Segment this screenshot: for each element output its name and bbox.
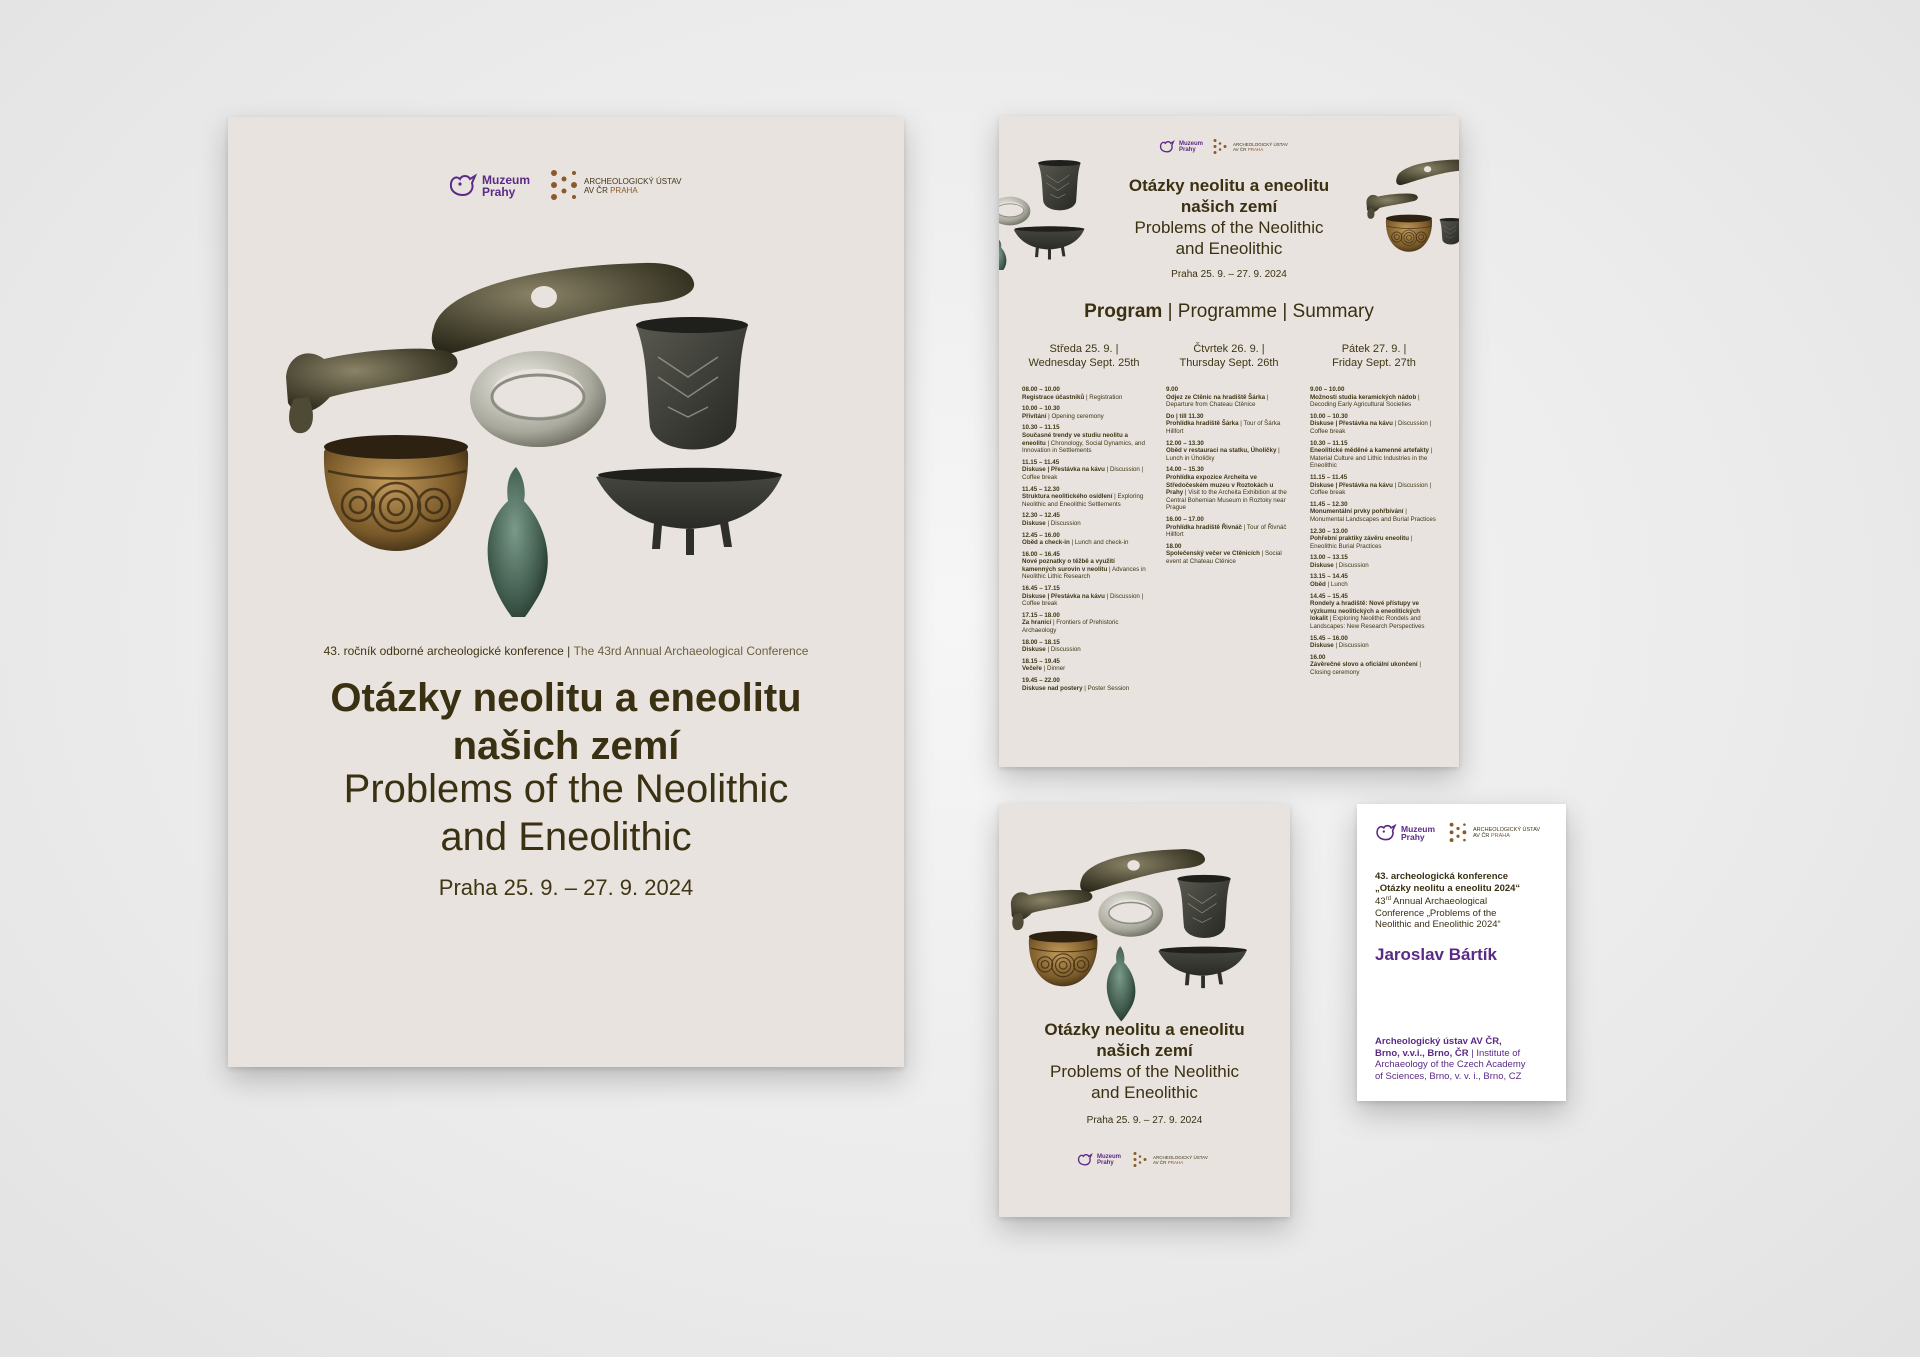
schedule-title-en: | Discussion | Coffee break	[1022, 592, 1144, 608]
schedule-time: 12.45 – 16.00	[1022, 531, 1060, 539]
artifact-footed-dish	[1158, 947, 1247, 989]
schedule-item	[1166, 516, 1292, 539]
muzeum-prahy-logo-icon	[1375, 823, 1397, 843]
schedule-title-en: | Tour of Řivnáč Hillfort	[1166, 523, 1287, 539]
program-logos	[1159, 138, 1288, 156]
day-en: Wednesday Sept. 25th	[1028, 357, 1140, 369]
schedule-time: 10.00 – 10.30	[1022, 405, 1060, 413]
schedule-item	[1022, 424, 1146, 454]
poster-title-en-1: Problems of the Neolithic	[343, 767, 789, 811]
schedule-title-en: | Discussion	[1333, 561, 1369, 569]
schedule-time: 14.00 – 15.30	[1166, 466, 1204, 474]
muzeum-line2: Prahy	[1179, 147, 1196, 153]
schedule-title-en: | Social event at Chateau Ctěnice	[1166, 550, 1282, 565]
schedule-item	[1310, 440, 1436, 470]
flyer-logos	[1077, 1151, 1208, 1169]
schedule-title-en: | Discussion	[1333, 642, 1369, 650]
program-col-thursday	[1166, 386, 1292, 569]
artifact-stone-ring	[1098, 891, 1163, 937]
aus-line1: ARCHEOLOGICKÝ ÚSTAV	[1233, 141, 1288, 147]
schedule-item	[1310, 528, 1436, 551]
schedule-title-en: | Chronology, Social Dynamics, and Innovation in Settlements	[1022, 439, 1145, 455]
schedule-title-cz: Oběd	[1310, 581, 1326, 589]
schedule-item	[1022, 551, 1146, 581]
schedule-time: 11.45 – 12.30	[1022, 485, 1060, 493]
schedule-item	[1022, 459, 1146, 482]
schedule-item	[1310, 413, 1436, 436]
flyer-artifacts	[1007, 842, 1283, 1022]
schedule-title-en: | Exploring Neolithic Rondels and Landscapes: New Research Perspectives	[1310, 615, 1425, 631]
schedule-item	[1166, 386, 1292, 409]
schedule-time: 11.15 – 11.45	[1022, 458, 1060, 466]
program-day-3	[1309, 342, 1439, 370]
schedule-title-en: | Discussion	[1045, 646, 1081, 654]
schedule-title-cz: Odjez ze Ctěnic na hradiště Šárka	[1166, 393, 1266, 401]
poster-title-cz	[228, 674, 904, 770]
program-title-en-1: Problems of the Neolithic	[1134, 218, 1324, 237]
schedule-title-en: | Decoding Early Agricultural Societies	[1310, 393, 1420, 409]
muzeum-line2: Prahy	[1097, 1160, 1114, 1166]
schedule-time: 10.30 – 11.15	[1310, 439, 1348, 447]
archeologicky-ustav-logo	[550, 169, 682, 203]
aus-line2: AV ČR	[1473, 833, 1490, 839]
schedule-item	[1310, 554, 1436, 569]
badge-inst-3: Archaeology of the Czech Academy	[1375, 1059, 1526, 1070]
aus-line2b: PRAHA	[1247, 147, 1264, 152]
aus-line2: AV ČR	[1153, 1160, 1167, 1165]
schedule-item	[1310, 593, 1436, 631]
schedule-time: 16.00 – 17.00	[1166, 515, 1204, 523]
archeologicky-ustav-logo-icon	[1449, 822, 1467, 844]
schedule-item	[1166, 413, 1292, 436]
artifact-decorated-beaker	[636, 317, 748, 450]
schedule-title-en: | Departure from Chateau Ctěnice	[1166, 393, 1269, 409]
badge-conf-en-3: Neolithic and Eneolithic 2024“	[1375, 919, 1501, 931]
schedule-title-en: | Advances in Neolithic Lithic Research	[1022, 565, 1146, 581]
badge-institution	[1375, 1036, 1526, 1082]
schedule-title-en: | Poster Session	[1082, 684, 1130, 692]
badge-aus-logo	[1449, 822, 1540, 844]
program-sheet	[999, 116, 1459, 767]
aus-line2b: PRAHA	[1490, 833, 1510, 839]
artifact-hammer-axe	[286, 349, 458, 434]
schedule-title-cz: Prohlídka hradiště Řivnáč	[1166, 523, 1242, 531]
schedule-time: 11.15 – 11.45	[1310, 473, 1348, 481]
schedule-title-cz: Rondely a hradiště: Nové přístupy ve výzkumu neolitických a eneolitických lokalit	[1310, 600, 1421, 623]
schedule-title-cz: Prohlídka hradiště Šárka	[1166, 420, 1239, 428]
day-en: Friday Sept. 27th	[1332, 357, 1416, 369]
schedule-time: 11.45 – 12.30	[1310, 500, 1348, 508]
artifact-footed-dish	[596, 468, 782, 555]
flyer-title-en-2: and Eneolithic	[1091, 1083, 1198, 1102]
poster-title-cz-2: našich zemí	[452, 724, 680, 768]
schedule-time: 12.30 – 12.45	[1022, 512, 1060, 520]
schedule-item	[1022, 612, 1146, 635]
archeologicky-ustav-logo-icon	[1133, 1151, 1147, 1169]
flyer-title-en-1: Problems of the Neolithic	[1050, 1062, 1239, 1081]
muzeum-prahy-logo	[448, 173, 530, 199]
muzeum-line1: Muzeum	[1097, 1154, 1121, 1160]
muzeum-prahy-logo-icon	[1159, 140, 1175, 154]
muzeum-line1: Muzeum	[482, 173, 530, 187]
badge-conf-en-sup: rd	[1385, 896, 1391, 902]
archeologicky-ustav-logo-icon	[550, 169, 578, 203]
schedule-title-en: | Monumental Landscapes and Burial Practices	[1310, 508, 1436, 523]
schedule-title-cz: Diskuse	[1022, 519, 1046, 527]
schedule-title-cz: Monumentální prvky pohřbívání	[1310, 508, 1404, 516]
program-title-en-2: and Eneolithic	[1175, 239, 1283, 258]
schedule-item	[1310, 573, 1436, 588]
badge-inst-4: of Sciences, Brno, v. v. i., Brno, CZ	[1375, 1070, 1522, 1082]
schedule-time: 13.00 – 13.15	[1310, 554, 1348, 562]
muzeum-line1: Muzeum	[1401, 823, 1435, 834]
schedule-title-en: | Registration	[1084, 393, 1123, 401]
badge-attendee-name: Jaroslav Bártík	[1375, 945, 1497, 964]
schedule-title-cz: Závěrečné slovo a oficiální ukončení	[1310, 661, 1418, 669]
badge-conf-cz-1: 43. archeologická konference	[1375, 871, 1509, 882]
schedule-time: 16.00 – 16.45	[1022, 550, 1060, 558]
day-cz: Pátek 27. 9. |	[1341, 343, 1407, 355]
schedule-title-cz: Oběd v restauraci na statku, Úholičky	[1166, 447, 1277, 455]
flyer	[999, 804, 1290, 1217]
flyer-title	[999, 1019, 1290, 1126]
poster	[228, 117, 904, 1067]
schedule-time: 12.00 – 13.30	[1166, 439, 1204, 447]
muzeum-line2: Prahy	[482, 185, 516, 199]
schedule-title-cz: Prohlídka expozice Archeita ve Středočeském muzeu v Roztokách u Prahy	[1166, 473, 1274, 497]
muzeum-line1: Muzeum	[1179, 141, 1203, 147]
program-col-wednesday	[1022, 386, 1146, 696]
aus-line1: ARCHEOLOGICKÝ ÚSTAV	[584, 176, 682, 186]
schedule-title-cz: Registrace účastníků	[1022, 393, 1085, 401]
day-cz: Čtvrtek 26. 9. |	[1193, 343, 1265, 355]
program-date: Praha 25. 9. – 27. 9. 2024	[1171, 269, 1287, 280]
schedule-title-cz: Současné trendy ve studiu neolitu a eneolitu	[1022, 431, 1128, 447]
program-muzeum-logo	[1159, 140, 1203, 154]
schedule-title-cz: Diskuse	[1022, 646, 1046, 654]
schedule-title-en: | Discussion | Coffee break	[1310, 420, 1432, 435]
badge-conf-en-2: Conference „Problems of the	[1375, 907, 1497, 919]
schedule-title-cz: Společenský večer ve Ctěnicích	[1166, 550, 1260, 558]
schedule-item	[1022, 512, 1146, 527]
schedule-time: 14.45 – 15.45	[1310, 592, 1348, 600]
badge-inst-1: Archeologický ústav AV ČR,	[1375, 1036, 1502, 1047]
schedule-title-en: | Lunch in Úholičky	[1166, 447, 1280, 462]
schedule-title-cz: Přivítání	[1022, 412, 1047, 420]
day-cz: Středa 25. 9. |	[1049, 343, 1119, 355]
muzeum-prahy-logo-icon	[448, 173, 478, 199]
schedule-item	[1310, 474, 1436, 497]
poster-subtitle-cz: 43. ročník odborné archeologické konference	[323, 644, 564, 658]
schedule-time: 18.00	[1166, 542, 1182, 550]
program-title	[999, 175, 1459, 280]
schedule-item	[1166, 543, 1292, 566]
schedule-title-cz: Diskuse | Přestávka na kávu	[1310, 420, 1393, 428]
schedule-item	[1310, 635, 1436, 650]
artifact-hammer-axe	[1011, 890, 1093, 930]
poster-subtitle	[228, 644, 904, 658]
poster-title-en-2: and Eneolithic	[440, 815, 692, 859]
schedule-title-en: | Closing ceremony	[1310, 661, 1421, 676]
badge-inst-2b: | Institute of	[1468, 1047, 1521, 1059]
poster-date: Praha 25. 9. – 27. 9. 2024	[438, 875, 694, 900]
schedule-title-cz: Diskuse | Přestávka na kávu	[1022, 592, 1105, 600]
schedule-item	[1022, 386, 1146, 401]
schedule-time: 16.45 – 17.15	[1022, 585, 1060, 593]
program-day-2	[1164, 342, 1294, 370]
program-col-friday	[1310, 386, 1436, 681]
schedule-item	[1022, 677, 1146, 692]
badge-inst-2: Brno, v.v.i., Brno, ČR	[1375, 1047, 1469, 1059]
aus-line2: AV ČR	[1233, 147, 1247, 152]
schedule-title-cz: Diskuse	[1310, 642, 1334, 650]
schedule-item	[1310, 501, 1436, 524]
schedule-item	[1166, 440, 1292, 463]
schedule-title-en: | Tour of Šárka Hillfort	[1166, 420, 1281, 435]
name-badge	[1357, 804, 1566, 1101]
schedule-item	[1310, 386, 1436, 409]
program-title-cz-2: našich zemí	[1180, 197, 1278, 216]
aus-line1: ARCHEOLOGICKÝ ÚSTAV	[1473, 826, 1541, 833]
artifact-spiral-bowl	[1029, 931, 1098, 986]
poster-artifacts	[278, 257, 858, 617]
schedule-title-cz: Diskuse	[1310, 561, 1334, 569]
schedule-title-cz: Eneolitické měděné a kamenné artefakty	[1310, 447, 1429, 455]
schedule-title-en: | Eneolithic Burial Practices	[1310, 535, 1413, 550]
schedule-title-cz: Za hranicí	[1022, 619, 1052, 627]
schedule-title-cz: Nové poznatky o těžbě a využití kamenných surovin v neolitu	[1022, 558, 1115, 573]
artifact-decorated-beaker	[1177, 875, 1230, 938]
flyer-title-cz-1: Otázky neolitu a eneolitu	[1044, 1020, 1245, 1039]
schedule-title-cz: Diskuse nad postery	[1022, 684, 1083, 692]
schedule-time: 19.45 – 22.00	[1022, 677, 1060, 684]
schedule-title-en: | Lunch and check-in	[1069, 539, 1129, 547]
schedule-time: 10.00 – 10.30	[1310, 412, 1348, 420]
schedule-time: 18.00 – 18.15	[1022, 638, 1060, 646]
program-heading-rest: | Programme | Summary	[1167, 301, 1374, 322]
badge-conf-en-1b: Annual Archaeological	[1390, 896, 1488, 908]
schedule-title-cz: Pohřební praktiky závěru eneolitu	[1310, 535, 1410, 543]
day-en: Thursday Sept. 26th	[1179, 357, 1279, 369]
schedule-title-en: | Opening ceremony	[1046, 412, 1104, 420]
flyer-muzeum-logo	[1077, 1153, 1121, 1167]
program-heading	[999, 301, 1459, 323]
schedule-time: 10.30 – 11.15	[1022, 424, 1060, 432]
artifact-spiral-bowl	[324, 435, 468, 551]
flyer-title-cz-2: našich zemí	[1096, 1041, 1193, 1060]
schedule-title-en: | Frontiers of Prehistoric Archaeology	[1022, 619, 1119, 635]
schedule-title-cz: Diskuse | Přestávka na kávu	[1310, 481, 1393, 489]
poster-logos	[448, 169, 682, 203]
schedule-time: 13.15 – 14.45	[1310, 573, 1348, 581]
schedule-item	[1022, 405, 1146, 420]
badge-conf-cz-2: „Otázky neolitu a eneolitu 2024“	[1375, 882, 1521, 894]
schedule-item	[1022, 658, 1146, 673]
schedule-item	[1022, 532, 1146, 547]
schedule-time: 9.00 – 10.00	[1310, 386, 1345, 393]
schedule-item	[1022, 585, 1146, 608]
schedule-title-en: | Lunch	[1325, 581, 1348, 589]
flyer-date: Praha 25. 9. – 27. 9. 2024	[1086, 1115, 1203, 1126]
schedule-time: 16.00	[1310, 653, 1326, 661]
program-heading-bold: Program	[1084, 301, 1163, 322]
program-day-1	[1019, 342, 1149, 370]
poster-title-cz-1: Otázky neolitu a eneolitu	[330, 676, 802, 720]
schedule-title-cz: Možnosti studia keramických nádob	[1310, 393, 1417, 401]
schedule-title-en: | Discussion	[1045, 519, 1081, 527]
schedule-item	[1022, 639, 1146, 654]
schedule-title-en: | Material Culture and Lithic Industries in the Eneolithic	[1310, 447, 1433, 470]
schedule-title-cz: Struktura neolitického osídlení	[1022, 493, 1113, 501]
schedule-item	[1310, 654, 1436, 677]
schedule-title-en: | Discussion | Coffee break	[1310, 481, 1432, 497]
schedule-title-cz: Večeře	[1022, 665, 1042, 673]
muzeum-line2: Prahy	[1401, 832, 1425, 842]
schedule-time: 17.15 – 18.00	[1022, 611, 1060, 619]
schedule-time: 12.30 – 13.00	[1310, 527, 1348, 535]
artifact-copper-point	[488, 467, 548, 617]
schedule-title-cz: Oběd a check-in	[1022, 539, 1070, 547]
poster-subtitle-sep: |	[563, 644, 574, 658]
poster-title-en	[228, 765, 904, 861]
schedule-title-en: | Visit to the Archeita Exhibition at the Central Bohemian Museum in Roztoky near Prague	[1166, 489, 1287, 512]
schedule-item	[1166, 466, 1292, 512]
aus-line2: AV ČR	[584, 186, 608, 195]
badge-conference	[1375, 871, 1520, 931]
artifact-stone-ring	[470, 351, 606, 447]
archeologicky-ustav-logo-icon	[1213, 138, 1227, 156]
schedule-title-en: | Exploring Neolithic and Eneolithic Settlements	[1022, 493, 1144, 508]
schedule-time: 15.45 – 16.00	[1310, 634, 1348, 642]
muzeum-prahy-logo-icon	[1077, 1153, 1093, 1167]
aus-line1: ARCHEOLOGICKÝ ÚSTAV	[1153, 1154, 1208, 1160]
schedule-time: 18.15 – 19.45	[1022, 657, 1060, 665]
schedule-item	[1022, 486, 1146, 509]
schedule-title-cz: Diskuse | Přestávka na kávu	[1022, 466, 1105, 474]
program-title-cz-1: Otázky neolitu a eneolitu	[1128, 176, 1330, 195]
badge-logos	[1375, 822, 1540, 844]
schedule-title-en: | Dinner	[1041, 665, 1066, 673]
artifact-copper-point	[1107, 946, 1136, 1021]
schedule-time: 9.00	[1166, 386, 1179, 393]
aus-line2b: PRAHA	[1167, 1160, 1184, 1165]
schedule-time: Do | till 11.30	[1166, 412, 1204, 420]
aus-line2b: PRAHA	[610, 186, 638, 195]
flyer-aus-logo	[1133, 1151, 1208, 1169]
program-aus-logo	[1213, 138, 1288, 156]
badge-conf-en-num: 43	[1375, 896, 1386, 908]
badge-muzeum-logo	[1375, 823, 1435, 843]
poster-subtitle-en: The 43rd Annual Archaeological Conference	[573, 644, 809, 658]
schedule-title-en: | Discussion | Coffee break	[1022, 466, 1144, 481]
schedule-time: 08.00 – 10.00	[1022, 386, 1060, 393]
